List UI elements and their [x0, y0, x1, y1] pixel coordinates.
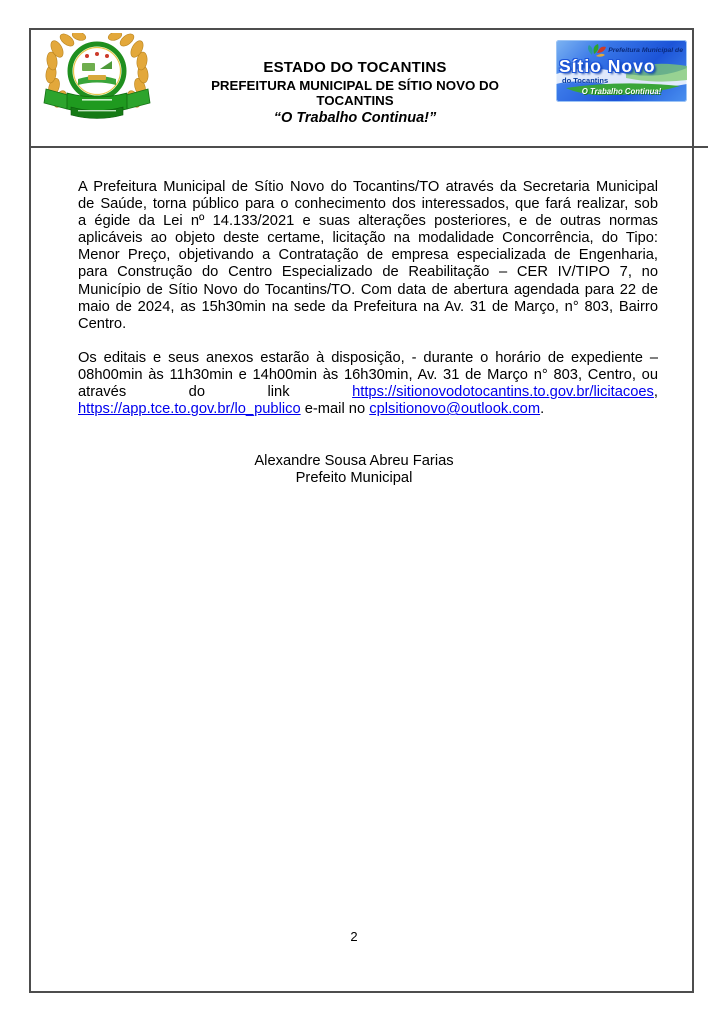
para1-line: Município de Sítio Novo do Tocantins/TO. Com data de abertura agendada para 22 de [78, 281, 658, 298]
para2-line3-suffix: , [653, 384, 658, 401]
para1-line: de Saúde, torna público para o conhecimento dos interessados, que fará realizar, sob [78, 196, 658, 213]
header-motto: “O Trabalho Continua!” [273, 110, 437, 126]
para2-line: Os editais e seus anexos estarão à disposição, - durante o horário de expediente – [78, 349, 658, 366]
header-title-block [150, 59, 560, 127]
para2-line [78, 384, 658, 401]
logo-motto: O Trabalho Continua! [581, 87, 662, 96]
licitacoes-link[interactable]: https://sitionovodotocantins.to.gov.br/licitacoes [352, 384, 654, 401]
para1-line: a égide da Lei nº 14.133/2021 e suas alterações posteriores, e de outras normas [78, 213, 658, 230]
header-separator-rule [30, 146, 708, 148]
municipality-title-line2: TOCANTINS [316, 93, 394, 108]
page-number: 2 [350, 929, 358, 944]
para1-line: aplicáveis ao objeto deste certame, licitação na modalidade Concorrência, do Tipo: [78, 230, 658, 247]
signature-gap [78, 418, 658, 452]
signature-name: Alexandre Sousa Abreu Farias [254, 452, 454, 469]
para1-line: para Construção do Centro Especializado de Reabilitação – CER IV/TIPO 7, no [78, 264, 658, 281]
notice-body [78, 179, 658, 487]
para2-line4-suffix: . [540, 401, 545, 418]
municipality-title-line1: PREFEITURA MUNICIPAL DE SÍTIO NOVO DO [211, 78, 499, 93]
signature-role: Prefeito Municipal [295, 469, 413, 486]
para1-line: Centro. [78, 315, 127, 332]
municipal-seal-icon [38, 33, 156, 123]
para1-line: Menor Preço, objetivando a Contratação de empresa especializada de Engenharia, [78, 247, 658, 264]
logo-top-label: Prefeitura Municipal de [608, 47, 683, 54]
paragraph-gap [78, 333, 658, 350]
para2-line: 08h00min às 11h30min e 14h00min às 16h30min, Av. 31 de Março n° 803, Centro, ou [78, 367, 658, 384]
logo-city-name: Sítio Novo [559, 56, 656, 76]
leaves-icon [588, 44, 606, 57]
logo-sub-label: do Tocantins [562, 76, 609, 85]
state-title: ESTADO DO TOCANTINS [263, 59, 447, 76]
document-border [29, 28, 694, 993]
para2-line [78, 401, 658, 418]
para1-line: maio de 2024, as 15h30min na sede da Prefeitura na Av. 31 de Março, n° 803, Bairro [78, 298, 658, 315]
email-link[interactable]: cplsitionovo@outlook.com [369, 401, 541, 418]
para1-line: A Prefeitura Municipal de Sítio Novo do Tocantins/TO através da Secretaria Municipal [78, 179, 658, 195]
para2-line3-prefix: através do link [78, 384, 353, 401]
tce-portal-link[interactable]: https://app.tce.to.gov.br/lo_publico [78, 401, 301, 418]
para2-line4-middle: e-mail no [300, 401, 370, 418]
city-logo [556, 40, 687, 102]
